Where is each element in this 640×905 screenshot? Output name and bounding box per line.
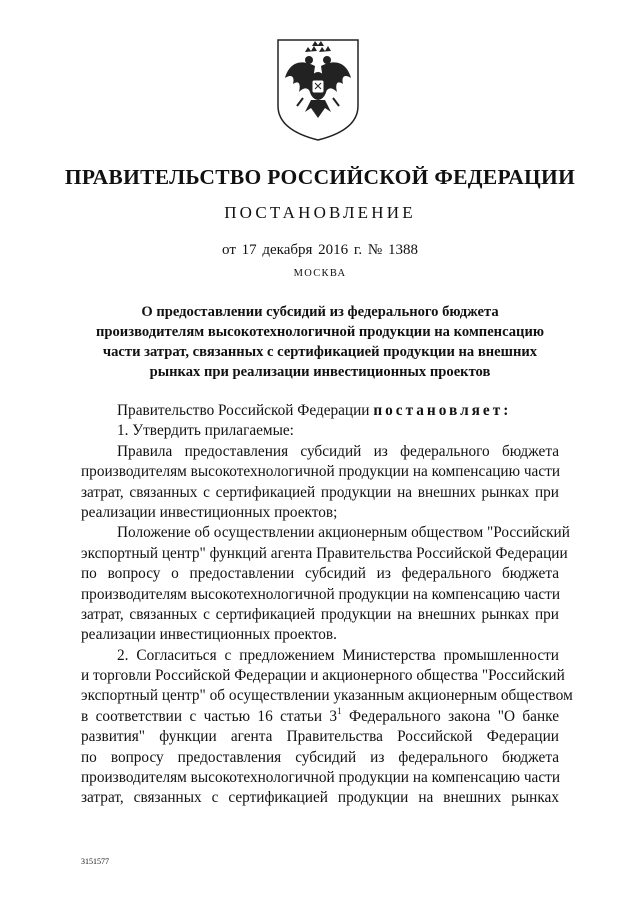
paragraph-line: 2. Согласиться с предложением Министерства промышленности — [117, 646, 559, 664]
paragraph-line-with-footnote — [81, 707, 559, 727]
paragraph-line: производителям высокотехнологичной продукции на компенсацию части — [81, 463, 561, 481]
paragraph-text: в соответствии с частью 16 статьи 3 — [81, 707, 338, 725]
paragraph-line: производителям высокотехнологичной продукции на компенсацию части — [81, 769, 561, 787]
paragraph-line: затрат, связанных с сертификацией продукции на внешних рынках — [81, 789, 559, 807]
paragraph-1-heading: 1. Утвердить прилагаемые: — [117, 422, 294, 440]
document-title — [0, 302, 640, 382]
paragraph-text: Федерального закона "О банке — [341, 707, 559, 725]
document-type: ПОСТАНОВЛЕНИЕ — [224, 203, 416, 222]
paragraph-line: развития" функции агента Правительства Российской Федерации — [81, 728, 559, 746]
title-line: производителям высокотехнологичной продукции на компенсацию — [95, 324, 545, 340]
paragraph-line: и торговли Российской Федерации и акционерного общества "Российский — [81, 667, 565, 685]
paragraph-line: по вопросу о предоставлении субсидий из федерального бюджета — [81, 565, 559, 583]
paragraph-line: затрат, связанных с сертификацией продукции на внешних рынках при — [81, 605, 559, 623]
paragraph-line: реализации инвестиционных проектов. — [81, 626, 337, 644]
document-date-number: от 17 декабря 2016 г. № 1388 — [222, 242, 418, 258]
document-city: МОСКВА — [293, 268, 347, 279]
paragraph-line: затрат, связанных с сертификацией продукции на внешних рынках при — [81, 483, 559, 501]
title-line: О предоставлении субсидий из федерального бюджета — [141, 304, 499, 320]
paragraph-line: экспортный центр" об осуществлении указанным акционерным обществом — [81, 687, 573, 705]
paragraph-line: производителям высокотехнологичной продукции на компенсацию части — [81, 585, 561, 603]
superscript-marker: 1 — [337, 705, 342, 716]
document-code: 3151577 — [81, 857, 109, 866]
paragraph-line: реализации инвестиционных проектов; — [81, 503, 338, 521]
russian-coat-of-arms-icon — [275, 38, 361, 142]
document-body — [81, 401, 573, 809]
paragraph-line: Правила предоставления субсидий из федерального бюджета — [117, 442, 559, 460]
government-title: ПРАВИТЕЛЬСТВО РОССИЙСКОЙ ФЕДЕРАЦИИ — [64, 165, 576, 189]
preamble-text: Правительство Российской Федерации — [117, 402, 374, 419]
paragraph-line: по вопросу предоставления субсидий из федерального бюджета — [81, 748, 559, 766]
preamble-keyword: постановляет: — [373, 402, 512, 419]
paragraph-line: экспортный центр" функций агента Правительства Российской Федерации — [81, 544, 568, 562]
preamble — [81, 401, 559, 421]
paragraph-line: Положение об осуществлении акционерным обществом "Российский — [117, 524, 570, 542]
title-line: части затрат, связанных с сертификацией продукции на внешних — [102, 344, 538, 360]
title-line: рынках при реализации инвестиционных проектов — [149, 364, 491, 380]
